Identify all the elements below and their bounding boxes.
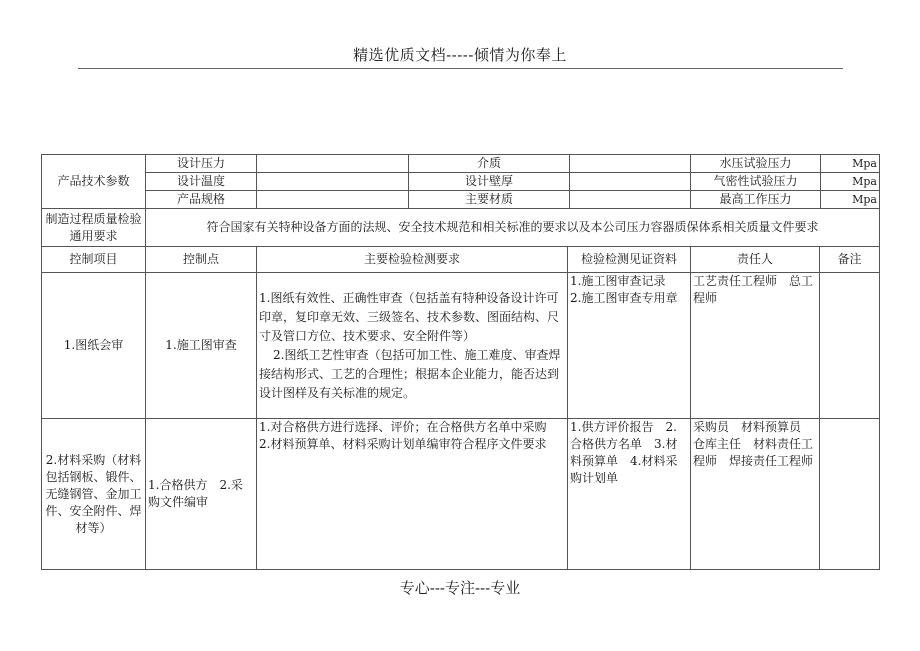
column-header: 主要检验检测要求 <box>257 247 568 273</box>
requirement-line: 1.对合格供方进行选择、评价；在合格供方名单中采购 2.材料预算单、材料采购计划单编审符合程序文件要求 <box>259 420 559 451</box>
general-requirements-text: 符合国家有关特种设备方面的法规、安全技术规范和相关标准的要求以及本公司压力容器质保体系相关质量文件要求 <box>146 209 880 247</box>
page-header: 精选优质文档-----倾情为你奉上 <box>353 46 567 64</box>
requirements-cell <box>257 273 568 419</box>
remarks-cell[interactable] <box>820 419 880 570</box>
responsible-cell: 采购员 材料预算员 仓库主任 材料责任工程师 焊接责任工程师 <box>691 419 820 570</box>
product-spec-label: 产品规格 <box>146 191 257 209</box>
hydro-test-pressure-unit: Mpa <box>820 155 879 172</box>
column-header: 检验检测见证资料 <box>568 247 691 273</box>
quality-control-table <box>41 154 880 570</box>
control-point-cell: 1.合格供方 2.采购文件编审 <box>146 419 257 570</box>
column-header: 控制项目 <box>42 247 146 273</box>
page-footer: 专心---专注---专业 <box>399 579 521 597</box>
design-temperature-label: 设计温度 <box>146 173 257 191</box>
air-tightness-test-pressure-label: 气密性试验压力 <box>713 174 798 188</box>
column-header: 备注 <box>820 247 880 273</box>
requirements-cell <box>257 419 568 570</box>
header-rule <box>78 68 843 69</box>
control-point-cell: 1.施工图审查 <box>146 273 257 419</box>
max-working-pressure-unit: Mpa <box>820 191 879 208</box>
design-temperature-value[interactable] <box>257 173 409 190</box>
product-spec-value[interactable] <box>257 191 409 208</box>
control-item-cell: 1.图纸会审 <box>42 273 146 419</box>
medium-value[interactable] <box>569 155 690 172</box>
params-group-label: 产品技术参数 <box>42 155 146 209</box>
responsible-cell: 工艺责任工程师 总工程师 <box>691 273 820 419</box>
design-wall-thickness-label: 设计壁厚 <box>464 174 513 188</box>
column-header: 责任人 <box>691 247 820 273</box>
main-material-label: 主要材质 <box>464 192 513 206</box>
evidence-cell: 1.供方评价报告 2.合格供方名单 3.材料预算单 4.材料采购计划单 <box>568 419 691 570</box>
column-header: 控制点 <box>146 247 257 273</box>
main-material-value[interactable] <box>569 191 690 208</box>
design-pressure-label: 设计压力 <box>146 155 257 173</box>
control-item-cell: 2.材料采购（材料包括钢板、锻件、无缝钢管、金加工件、安全附件、焊材等） <box>42 419 146 570</box>
design-pressure-value[interactable] <box>257 155 409 172</box>
hydro-test-pressure-label: 水压试验压力 <box>719 156 792 170</box>
general-requirements-label: 制造过程质量检验通用要求 <box>42 209 146 247</box>
requirement-line: 2.图纸工艺性审查（包括可加工性、施工难度、审查焊接结构形式、工艺的合理性；根据本企业能力，能否达到设计图样及有关标准的规定。 <box>259 347 561 400</box>
medium-label: 介质 <box>476 156 501 170</box>
design-wall-thickness-value[interactable] <box>569 173 690 190</box>
requirement-line: 1.图纸有效性、正确性审查（包括盖有特种设备设计许可印章，复印章无效、三级签名、技术参数、图面结构、尺寸及管口方位、技术要求、安全附件等） <box>259 290 560 343</box>
max-working-pressure-label: 最高工作压力 <box>719 192 792 206</box>
evidence-cell: 1.施工图审查记录 2.施工图审查专用章 <box>568 273 691 419</box>
table-row <box>42 419 880 570</box>
air-tightness-test-pressure-unit: Mpa <box>820 173 879 190</box>
remarks-cell[interactable] <box>820 273 880 419</box>
table-row <box>42 273 880 419</box>
